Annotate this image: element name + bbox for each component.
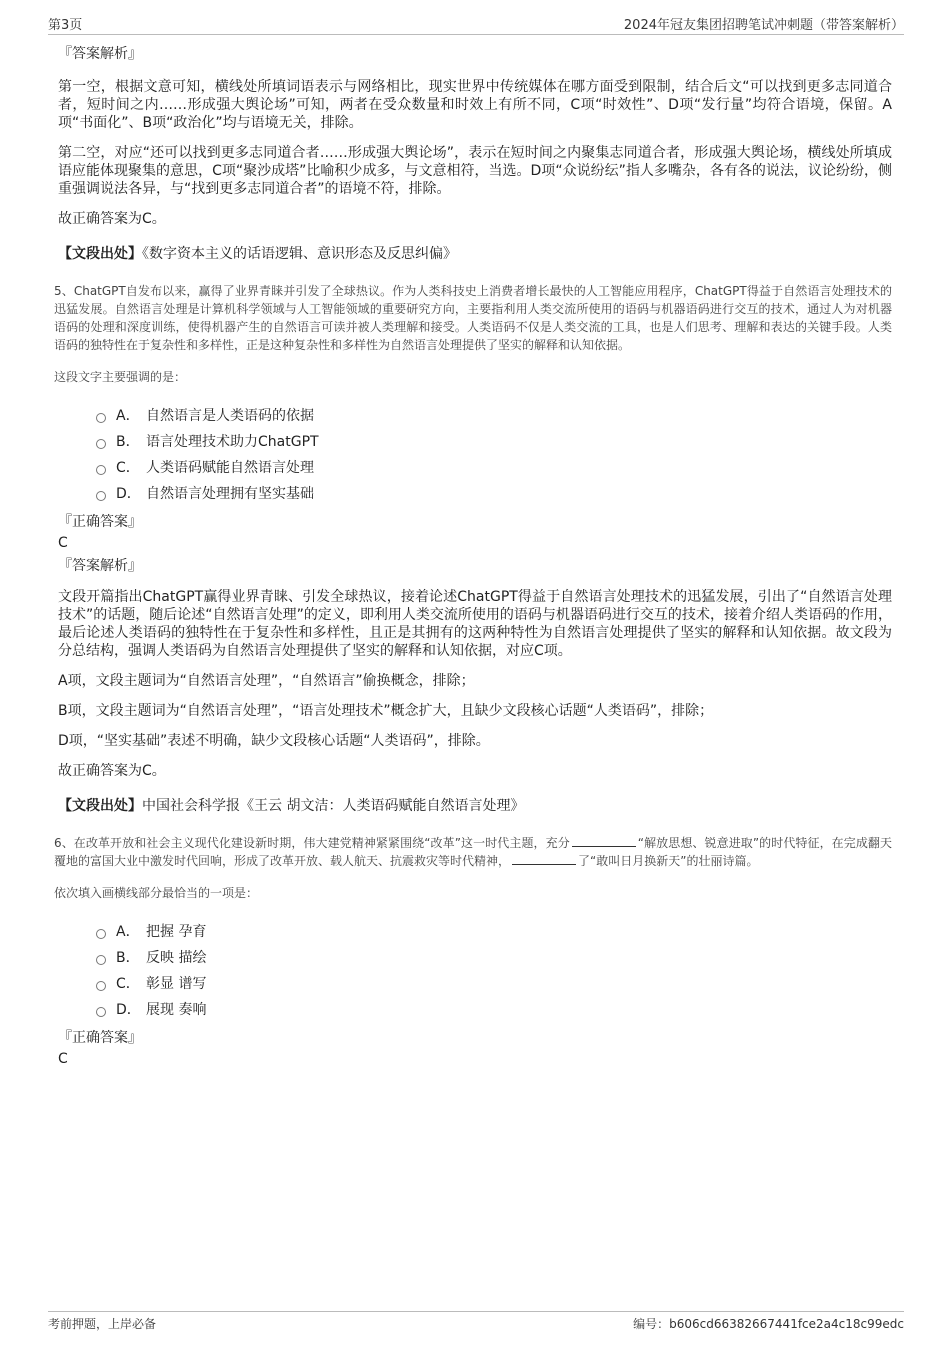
radio-button[interactable] [96,955,106,965]
option-a[interactable]: A． 自然语言是人类语码的依据 [96,402,892,428]
option-b[interactable]: B． 反映 描绘 [96,944,892,970]
passage-source [58,796,892,816]
option-b[interactable]: B． 语言处理技术助力ChatGPT [96,428,892,454]
radio-button[interactable] [96,929,106,939]
correct-answer-tag: 『正确答案』 [58,1030,142,1046]
passage-source [58,244,892,264]
radio-button[interactable] [96,465,106,475]
document-id: 编号：b606cd66382667441fce2a4c18c99edc [633,1317,904,1331]
question-stem: 6、在改革开放和社会主义现代化建设新时期，伟大建党精神紧紧围绕“改革”这一时代主题，充分 “解放思想、锐意进取”的时代特征，在完成翻天覆地的富国大业中激发时代回响，形成了改革开放、载人航天、抗震救灾等时代精神， 了“敢叫日月换新天”的壮丽诗篇。 [54,836,893,868]
source-text: 中国社会科学报《王云 胡文洁：人类语码赋能自然语言处理》 [142,798,525,814]
analysis-paragraph: A项，文段主题词为“自然语言处理”，“自然语言”偷换概念，排除； [58,673,475,689]
document-title: 2024年冠友集团招聘笔试冲刺题（带答案解析） [623,18,904,33]
analysis-paragraph: B项，文段主题词为“自然语言处理”，“语言处理技术”概念扩大，且缺少文段核心话题“人类语码”，排除； [58,703,714,719]
fill-blank [512,852,576,865]
option-d[interactable]: D． 展现 奏响 [96,996,892,1022]
question-prompt: 依次填入画横线部分最恰当的一项是： [54,886,259,900]
radio-button[interactable] [96,491,106,501]
analysis-conclusion: 故正确答案为C。 [58,763,166,779]
correct-answer-tag: 『正确答案』 [58,514,142,530]
radio-button[interactable] [96,439,106,449]
correct-answer: C [58,535,68,551]
analysis-paragraph: D项，“坚实基础”表述不明确，缺少文段核心话题“人类语码”，排除。 [58,733,490,749]
option-a[interactable]: A． 把握 孕育 [96,918,892,944]
source-label: 【文段出处】 [58,798,142,814]
option-c[interactable]: C． 人类语码赋能自然语言处理 [96,454,892,480]
page-footer [48,1311,904,1331]
page-number: 第3页 [48,18,83,33]
options-list [96,918,892,1022]
source-text: 《数字资本主义的话语逻辑、意识形态及反思纠偏》 [142,246,457,262]
analysis-paragraph: 文段开篇指出ChatGPT赢得业界青睐、引发全球热议，接着论述ChatGPT得益于自然语言处理技术的迅猛发展，引出了“自然语言处理技术”的话题，随后论述“自然语言处理”的定义，即利用人类交流所使用的语码与机器语码进行交互的技术，接着介绍人类语码的作用，最后论述人类语码的独特性在于复杂性和多样性，且正是其拥有的这两种特性为自然语言处理提供了坚实的解释和认知依据。故文段为分总结构，强调人类语码为自然语言处理提供了坚实的解释和认知依据，对应C项。 [58,589,892,659]
correct-answer: C [58,1051,68,1067]
options-list [96,402,892,506]
radio-button[interactable] [96,981,106,991]
page-header [48,12,904,35]
analysis-paragraph: 第一空，根据文意可知，横线处所填词语表示与网络相比，现实世界中传统媒体在哪方面受到限制，结合后文“可以找到更多志同道合者，短时间之内……形成强大舆论场”可知，两者在受众数量和时效上有所不同，C项“时效性”、D项“发行量”均符合语境，保留。A项“书面化”、B项“政治化”均与语境无关，排除。 [58,79,892,131]
radio-button[interactable] [96,1007,106,1017]
answer-analysis-tag: 『答案解析』 [58,46,142,62]
analysis-paragraph: 第二空，对应“还可以找到更多志同道合者……形成强大舆论场”，表示在短时间之内聚集志同道合者，形成强大舆论场，横线处所填成语应能体现聚集的意思，C项“聚沙成塔”比喻积少成多，与文意相符，当选。D项“众说纷纭”指人多嘴杂，各有各的说法，议论纷纷，侧重强调说法各异，与“找到更多志同道合者”的语境不符，排除。 [58,145,892,197]
radio-button[interactable] [96,413,106,423]
question-stem: 5、ChatGPT自发布以来，赢得了业界青睐并引发了全球热议。作为人类科技史上消费者增长最快的人工智能应用程序，ChatGPT得益于自然语言处理技术的迅猛发展。自然语言处理是计算机科学领域与人工智能领域的重要研究方向，主要指利用人类交流所使用的语码与机器语码进行交互的技术，通过人为对机器语码的处理和深度训练，使得机器产生的自然语言可读并被人类理解和接受。人类语码不仅是人类交流的工具，也是人们思考、理解和表达的关键手段。人类语码的独特性在于复杂性和多样性，正是这种复杂性和多样性为自然语言处理提供了坚实的解释和认知依据。 [54,284,892,352]
page-content [54,44,893,1072]
option-d[interactable]: D． 自然语言处理拥有坚实基础 [96,480,892,506]
fill-blank [572,834,636,847]
source-label: 【文段出处】 [58,246,142,262]
footer-slogan: 考前押题，上岸必备 [48,1317,157,1331]
option-c[interactable]: C． 彰显 谱写 [96,970,892,996]
answer-analysis-tag: 『答案解析』 [58,558,142,574]
analysis-conclusion: 故正确答案为C。 [58,211,166,227]
question-prompt: 这段文字主要强调的是： [54,370,187,384]
